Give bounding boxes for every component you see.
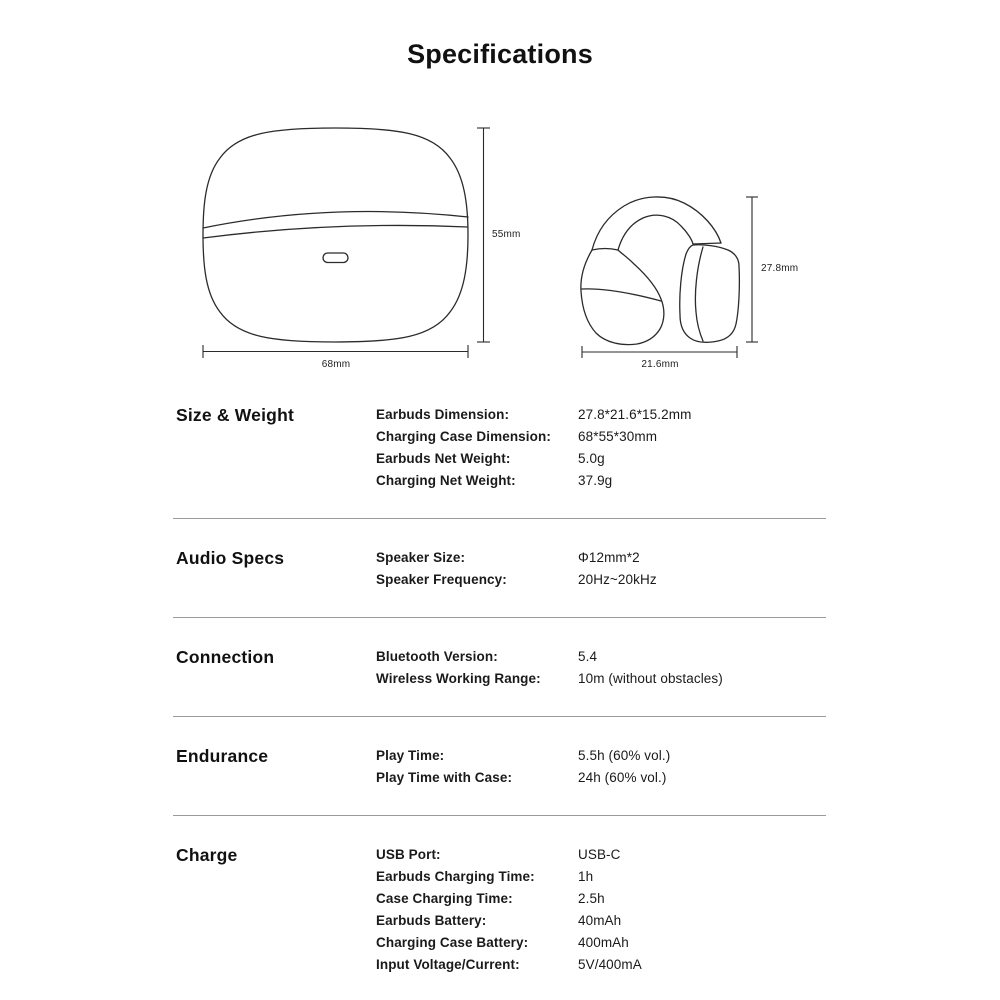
section-divider (173, 518, 826, 519)
case-width-dimension-label: 68mm (321, 359, 351, 370)
spec-value: Φ12mm*2 (578, 549, 640, 565)
spec-row (376, 766, 824, 788)
earbud-hook-inner (618, 215, 693, 250)
spec-value: 37.9g (578, 472, 613, 488)
spec-label: Charging Net Weight: (376, 472, 516, 488)
spec-label: Play Time: (376, 747, 445, 763)
spec-label: Case Charging Time: (376, 890, 513, 906)
section-charge (176, 843, 824, 975)
spec-row (376, 909, 824, 931)
section-divider (173, 617, 826, 618)
section-title: Audio Specs (176, 548, 285, 568)
earbud-speaker-body (680, 245, 740, 343)
section-divider (173, 716, 826, 717)
earbud-battery-pod (581, 250, 664, 345)
spec-label: Input Voltage/Current: (376, 956, 520, 972)
spec-label: Bluetooth Version: (376, 648, 498, 664)
section-connection (176, 645, 824, 689)
spec-label: Charging Case Battery: (376, 934, 529, 950)
spec-row (376, 469, 824, 491)
spec-label: Speaker Size: (376, 549, 466, 565)
spec-value: 5.0g (578, 450, 605, 466)
specs-table (176, 403, 824, 975)
earbud-width-dimension-label: 21.6mm (641, 359, 679, 370)
spec-value: 40mAh (578, 912, 622, 928)
earbud-hook-outer (592, 197, 721, 250)
spec-label: Earbuds Charging Time: (376, 868, 535, 884)
spec-row (376, 843, 824, 865)
spec-label: Speaker Frequency: (376, 571, 507, 587)
case-indicator-slot (323, 253, 348, 263)
spec-row (376, 546, 824, 568)
section-divider (173, 815, 826, 816)
page-title: Specifications (407, 39, 593, 69)
earbud-pod-seam (582, 289, 661, 301)
spec-value: 5V/400mA (578, 956, 642, 972)
spec-label: Play Time with Case: (376, 769, 513, 785)
spec-value: 400mAh (578, 934, 629, 950)
case-lid-seam-bottom (203, 225, 468, 238)
spec-row (376, 403, 824, 425)
spec-row (376, 865, 824, 887)
spec-label: USB Port: (376, 846, 441, 862)
earbud-height-dimension-label: 27.8mm (761, 263, 799, 274)
section-title: Endurance (176, 746, 269, 766)
spec-label: Wireless Working Range: (376, 670, 541, 686)
spec-value: 1h (578, 868, 594, 884)
spec-row (376, 425, 824, 447)
diagram-area (0, 0, 1000, 400)
earbud-hook-left-seam (592, 249, 618, 251)
spec-value: 27.8*21.6*15.2mm (578, 406, 692, 422)
spec-value: USB-C (578, 846, 621, 862)
spec-value: 20Hz~20kHz (578, 571, 657, 587)
charging-case-diagram (180, 105, 530, 390)
spec-value: 10m (without obstacles) (578, 670, 723, 686)
earbud-hook-right-seam (693, 243, 721, 244)
case-height-dimension-label: 55mm (492, 229, 521, 240)
spec-row (376, 568, 824, 590)
spec-value: 68*55*30mm (578, 428, 658, 444)
spec-row (376, 931, 824, 953)
spec-row (376, 887, 824, 909)
section-title: Connection (176, 647, 275, 667)
section-size-weight (176, 403, 824, 491)
spec-value: 2.5h (578, 890, 605, 906)
section-title: Charge (176, 845, 238, 865)
case-dimension-lines (203, 128, 490, 358)
spec-row (376, 953, 824, 975)
section-title: Size & Weight (176, 405, 294, 425)
spec-label: Earbuds Net Weight: (376, 450, 511, 466)
spec-label: Earbuds Battery: (376, 912, 487, 928)
earbud-speaker-seam (695, 247, 703, 341)
section-audio-specs (176, 546, 824, 590)
spec-row (376, 667, 824, 689)
earbud-diagram (540, 170, 820, 390)
spec-label: Charging Case Dimension: (376, 428, 551, 444)
case-outline (203, 128, 468, 342)
spec-label: Earbuds Dimension: (376, 406, 510, 422)
spec-row (376, 645, 824, 667)
spec-row (376, 447, 824, 469)
spec-value: 24h (60% vol.) (578, 769, 667, 785)
section-endurance (176, 744, 824, 788)
spec-value: 5.5h (60% vol.) (578, 747, 671, 763)
spec-value: 5.4 (578, 648, 598, 664)
spec-row (376, 744, 824, 766)
